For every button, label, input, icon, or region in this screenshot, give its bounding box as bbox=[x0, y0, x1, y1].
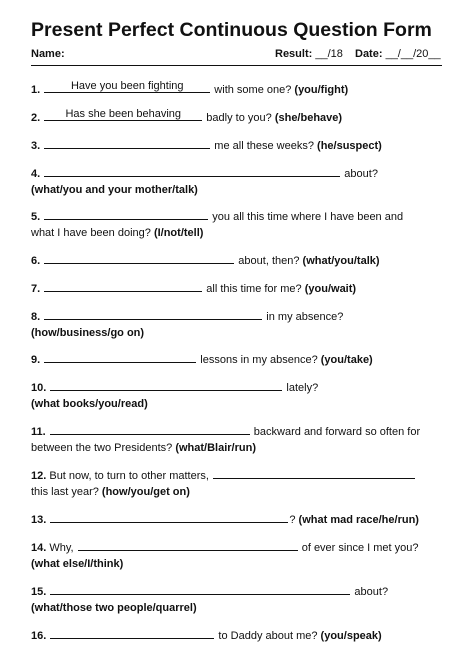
answer-blank[interactable] bbox=[44, 207, 208, 220]
question-number: 15. bbox=[31, 586, 47, 598]
header-row bbox=[31, 47, 442, 66]
question-14 bbox=[31, 538, 443, 572]
question-text: lessons in my absence? bbox=[197, 354, 321, 366]
question-12 bbox=[31, 466, 443, 500]
question-hint: (what/you and your mother/talk) bbox=[31, 184, 198, 196]
question-number: 12. bbox=[31, 470, 47, 482]
question-text: about, then? bbox=[235, 255, 303, 267]
question-hint: (what/you/talk) bbox=[302, 255, 380, 267]
question-hint: (what books/you/read) bbox=[31, 398, 148, 410]
answer-blank[interactable] bbox=[44, 251, 234, 264]
question-number: 14. bbox=[31, 542, 47, 554]
question-number: 5. bbox=[31, 211, 41, 223]
question-number: 2. bbox=[31, 112, 41, 124]
answer-blank[interactable] bbox=[213, 466, 415, 479]
question-text: lately? bbox=[283, 382, 319, 394]
question-number: 3. bbox=[31, 140, 41, 152]
answer-blank[interactable] bbox=[50, 626, 214, 639]
question-text: to Daddy about me? bbox=[215, 630, 321, 642]
question-number: 6. bbox=[31, 255, 41, 267]
question-3 bbox=[31, 136, 443, 154]
date-field[interactable] bbox=[355, 48, 441, 60]
answer-blank[interactable] bbox=[44, 279, 202, 292]
question-text: in my absence? bbox=[263, 311, 344, 323]
question-text: ? bbox=[289, 514, 299, 526]
result-label: Result: bbox=[275, 48, 313, 60]
question-hint: (what/Blair/run) bbox=[175, 442, 256, 454]
question-7 bbox=[31, 279, 443, 297]
filled-answer: Has she been behaving bbox=[65, 108, 182, 120]
question-text: me all these weeks? bbox=[211, 140, 318, 152]
question-number: 11. bbox=[31, 426, 46, 438]
question-hint: (you/speak) bbox=[320, 630, 382, 642]
question-number: 9. bbox=[31, 354, 41, 366]
question-13 bbox=[31, 510, 443, 528]
worksheet-title: Present Perfect Continuous Question Form bbox=[31, 19, 432, 41]
question-number: 13. bbox=[31, 514, 47, 526]
question-text: backward and forward so often for bbox=[250, 426, 421, 438]
answer-blank[interactable] bbox=[44, 136, 210, 149]
question-hint: (what/those two people/quarrel) bbox=[31, 602, 197, 614]
question-hint: (what mad race/he/run) bbox=[298, 514, 419, 526]
question-text: badly to you? bbox=[203, 112, 275, 124]
answer-blank[interactable] bbox=[44, 108, 202, 121]
question-number: 10. bbox=[31, 382, 47, 394]
question-hint: (she/behave) bbox=[274, 112, 343, 124]
question-hint: (how/business/go on) bbox=[31, 327, 145, 339]
result-value: __/18 bbox=[312, 48, 343, 60]
answer-blank[interactable] bbox=[44, 80, 210, 93]
answer-blank[interactable] bbox=[50, 422, 250, 435]
question-hint: (I/not/tell) bbox=[153, 227, 204, 239]
question-text: you all this time where I have been and bbox=[209, 211, 404, 223]
answer-blank[interactable] bbox=[50, 378, 282, 391]
date-label: Date: bbox=[355, 48, 383, 60]
answer-blank[interactable] bbox=[44, 307, 262, 320]
question-text: of ever since I met you? bbox=[298, 542, 419, 554]
question-number: 8. bbox=[31, 311, 41, 323]
question-text: about? bbox=[351, 586, 389, 598]
answer-blank[interactable] bbox=[44, 164, 340, 177]
question-hint: (you/take) bbox=[320, 354, 373, 366]
answer-blank[interactable] bbox=[44, 350, 196, 363]
question-number: 1. bbox=[31, 84, 41, 96]
answer-blank[interactable] bbox=[78, 538, 298, 551]
question-hint: (you/wait) bbox=[304, 283, 357, 295]
question-text: with some one? bbox=[211, 84, 295, 96]
question-2 bbox=[31, 108, 443, 126]
answer-blank[interactable] bbox=[50, 582, 350, 595]
question-hint: (he/suspect) bbox=[317, 140, 382, 152]
question-text: But now, to turn to other matters, bbox=[46, 470, 212, 482]
question-8 bbox=[31, 307, 443, 341]
question-15 bbox=[31, 582, 443, 616]
question-number: 4. bbox=[31, 168, 41, 180]
question-hint: (how/you/get on) bbox=[101, 486, 190, 498]
question-hint: (you/fight) bbox=[294, 84, 349, 96]
question-text-continued: what I have been doing? bbox=[31, 227, 154, 239]
date-value: __/__/20__ bbox=[382, 48, 441, 60]
question-hint: (what else/I/think) bbox=[31, 558, 124, 570]
question-text-continued: between the two Presidents? bbox=[31, 442, 176, 454]
question-text-continued: this last year? bbox=[31, 486, 102, 498]
question-number: 7. bbox=[31, 283, 41, 295]
question-6 bbox=[31, 251, 443, 269]
question-5 bbox=[31, 207, 443, 241]
question-text: all this time for me? bbox=[203, 283, 305, 295]
filled-answer: Have you been fighting bbox=[70, 80, 184, 92]
result-field[interactable] bbox=[275, 48, 343, 60]
question-text: Why, bbox=[46, 542, 77, 554]
question-11 bbox=[31, 422, 443, 456]
question-1 bbox=[31, 80, 443, 98]
question-4 bbox=[31, 164, 443, 198]
name-label: Name: bbox=[31, 48, 65, 60]
question-16 bbox=[31, 626, 443, 644]
question-text: about? bbox=[341, 168, 378, 180]
question-9 bbox=[31, 350, 443, 368]
question-number: 16. bbox=[31, 630, 47, 642]
answer-blank[interactable] bbox=[50, 510, 288, 523]
question-10 bbox=[31, 378, 443, 412]
